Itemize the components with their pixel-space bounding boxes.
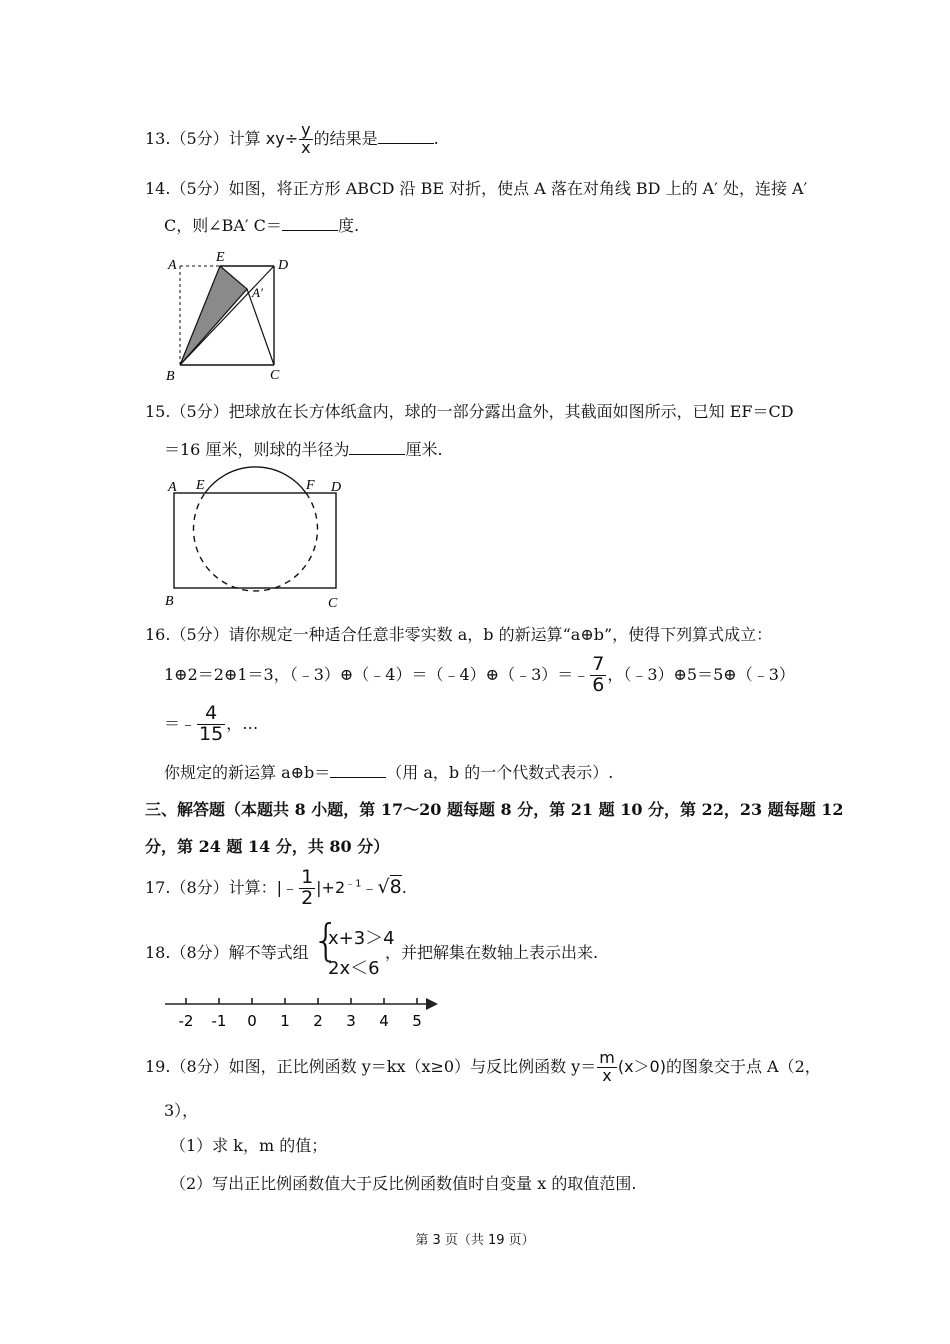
question-19-line1	[145, 1050, 821, 1085]
q15-label-B: B	[165, 594, 174, 609]
q18-inequality-2: 2x＜6	[328, 958, 380, 979]
tick-label: 2	[313, 1012, 323, 1030]
question-13	[145, 122, 439, 157]
q14-segment-ApC	[247, 289, 274, 365]
q19-frac-den: x	[602, 1065, 612, 1085]
q18-score: （8分）	[170, 943, 229, 962]
q16-fraction-4-15	[197, 704, 225, 745]
q13-frac-den: x	[301, 137, 311, 157]
q14-score: （5分）	[170, 179, 229, 198]
q16-frac2-den: 15	[199, 722, 224, 745]
q16-answer-blank	[330, 763, 386, 778]
q15-ball-box-figure	[160, 465, 360, 615]
number-line-ticks	[186, 998, 417, 1004]
number-line	[160, 992, 445, 1032]
tick-label: 1	[280, 1012, 290, 1030]
q16-number: 16.	[145, 625, 171, 644]
section-3-heading-line2: 分，第 24 题 14 分，共 80 分）	[145, 837, 390, 856]
q18-number: 18.	[145, 943, 171, 962]
q14-line1: 如图，将正方形 ABCD 沿 BE 对折，使点 A 落在对角线 BD 上的 A′ 处，连接 A′	[228, 179, 808, 198]
q14-label-E: E	[216, 250, 225, 265]
q13-score: （5分）	[170, 128, 229, 148]
question-15-line1	[145, 399, 794, 422]
q14-label-A: A	[168, 258, 177, 273]
q15-line2-pre: ＝16 厘米，则球的半径为	[164, 440, 350, 459]
q14-number: 14.	[145, 179, 171, 198]
q17-sqrt-arg: 8	[389, 875, 402, 898]
q17-frac-den: 2	[301, 886, 314, 909]
number-line-labels	[179, 1012, 422, 1030]
q15-label-F: F	[306, 478, 315, 493]
q16-frac2-num: 4	[197, 704, 225, 725]
q17-abs-open: |﹣	[276, 877, 299, 897]
q16-line1: 请你规定一种适合任意非零实数 a，b 的新运算“a⊕b”，使得下列算式成立：	[228, 625, 773, 644]
question-16-line4	[164, 760, 613, 783]
q15-label-E: E	[196, 478, 205, 493]
q15-label-D: D	[331, 480, 342, 495]
question-16-line1	[145, 622, 772, 645]
q16-line2-b: ，（﹣3）⊕5＝5⊕（﹣3）	[607, 664, 795, 684]
q13-answer-blank	[378, 129, 434, 144]
tick-label: -1	[211, 1012, 227, 1030]
question-15-line2	[164, 437, 443, 460]
q15-number: 15.	[145, 402, 171, 421]
tick-label: 4	[379, 1012, 389, 1030]
q18-brace: {	[312, 915, 340, 966]
q14-square-figure	[160, 245, 300, 385]
q16-line2-a: 1⊕2＝2⊕1＝3，（﹣3）⊕（﹣4）＝（﹣4）⊕（﹣3）＝﹣	[164, 664, 590, 684]
tick-label: -2	[178, 1012, 194, 1030]
q15-line2-post: 厘米.	[405, 440, 443, 459]
tick-label: 0	[247, 1012, 257, 1030]
q19-condition: (x＞0)	[617, 1056, 666, 1076]
q16-line3-b: ，…	[226, 713, 259, 733]
q19-number: 19.	[145, 1056, 171, 1076]
q16-score: （5分）	[170, 625, 229, 644]
q15-circle-hidden-arc	[194, 493, 318, 591]
q16-frac1-num: 7	[592, 653, 605, 675]
q13-number: 13.	[145, 128, 171, 148]
q16-fraction-7-6	[590, 655, 606, 696]
q17-fraction	[299, 868, 315, 909]
question-19-part1: （1）求 k，m 的值；	[170, 1136, 328, 1155]
question-19-line2: 3），	[164, 1101, 199, 1120]
q16-line3-a: ＝﹣	[164, 713, 197, 733]
page-footer: 第 3 页（共 19 页）	[415, 1233, 535, 1248]
question-14-line2	[164, 213, 359, 236]
question-16-line2	[164, 655, 795, 696]
q17-abs-close: |+2	[316, 877, 346, 897]
q13-text-after: 的结果是	[313, 128, 378, 148]
q14-label-D: D	[278, 258, 289, 273]
q14-answer-blank	[282, 216, 338, 231]
q17-score: （8分）	[170, 877, 229, 897]
q13-text: 计算	[228, 128, 261, 148]
number-line-arrow-icon	[426, 998, 438, 1010]
q14-line2-post: 度.	[337, 216, 360, 235]
q17-sqrt-sign: √	[377, 875, 390, 898]
question-18	[145, 940, 309, 963]
q17-exponent: ﹣1	[345, 878, 362, 890]
q17-text: 计算：	[228, 877, 277, 897]
q19-line1-b: 的图象交于点 A（2，	[665, 1056, 821, 1076]
q13-expr-lhs: xy÷	[265, 128, 299, 148]
q14-label-C: C	[270, 368, 280, 383]
q15-label-A: A	[168, 480, 177, 495]
question-19-part2: （2）写出正比例函数值大于反比例函数值时自变量 x 的取值范围.	[170, 1174, 637, 1193]
question-14-line1	[145, 176, 807, 199]
q15-score: （5分）	[170, 402, 229, 421]
question-17	[145, 868, 407, 909]
tick-label: 3	[346, 1012, 356, 1030]
q14-shaded-triangle	[180, 266, 247, 365]
q17-number: 17.	[145, 877, 171, 897]
q13-end: .	[433, 128, 439, 148]
q16-frac1-den: 6	[592, 673, 605, 696]
q15-label-C: C	[328, 596, 338, 611]
q14-label-B: B	[166, 369, 175, 384]
q16-line4-pre: 你规定的新运算 a⊕b＝	[164, 763, 331, 782]
q13-fraction	[299, 122, 312, 157]
q15-box-rect	[174, 493, 336, 588]
q19-score: （8分）	[170, 1056, 229, 1076]
q18-text-after: ，并把解集在数轴上表示出来.	[385, 943, 599, 962]
q17-end: .	[401, 877, 407, 897]
section-3-heading-line1: 三、解答题（本题共 8 小题，第 17～20 题每题 8 分，第 21 题 10 分，第 22，23 题每题 12	[145, 800, 844, 819]
q18-text: 解不等式组	[228, 943, 309, 962]
q14-label-Aprime: A′	[252, 285, 263, 300]
q15-answer-blank	[349, 440, 405, 455]
q15-line1: 把球放在长方体纸盒内，球的一部分露出盒外，其截面如图所示，已知 EF＝CD	[228, 402, 794, 421]
q13-frac-num: y	[301, 120, 311, 139]
q19-line1-a: 如图，正比例函数 y＝kx（x≥0）与反比例函数 y＝	[228, 1056, 597, 1076]
q17-frac-num: 1	[301, 866, 314, 888]
q16-line4-post: （用 a，b 的一个代数式表示）.	[386, 763, 614, 782]
q18-inequality-1: x+3＞4	[328, 928, 395, 949]
tick-label: 5	[412, 1012, 422, 1030]
q15-circle-visible-arc	[205, 467, 306, 493]
question-16-line3	[164, 704, 258, 745]
q17-minus: ﹣	[361, 877, 378, 897]
q14-line2-pre: C，则∠BA′ C＝	[164, 216, 282, 235]
q19-fraction	[597, 1050, 617, 1085]
q19-frac-num: m	[599, 1048, 615, 1067]
